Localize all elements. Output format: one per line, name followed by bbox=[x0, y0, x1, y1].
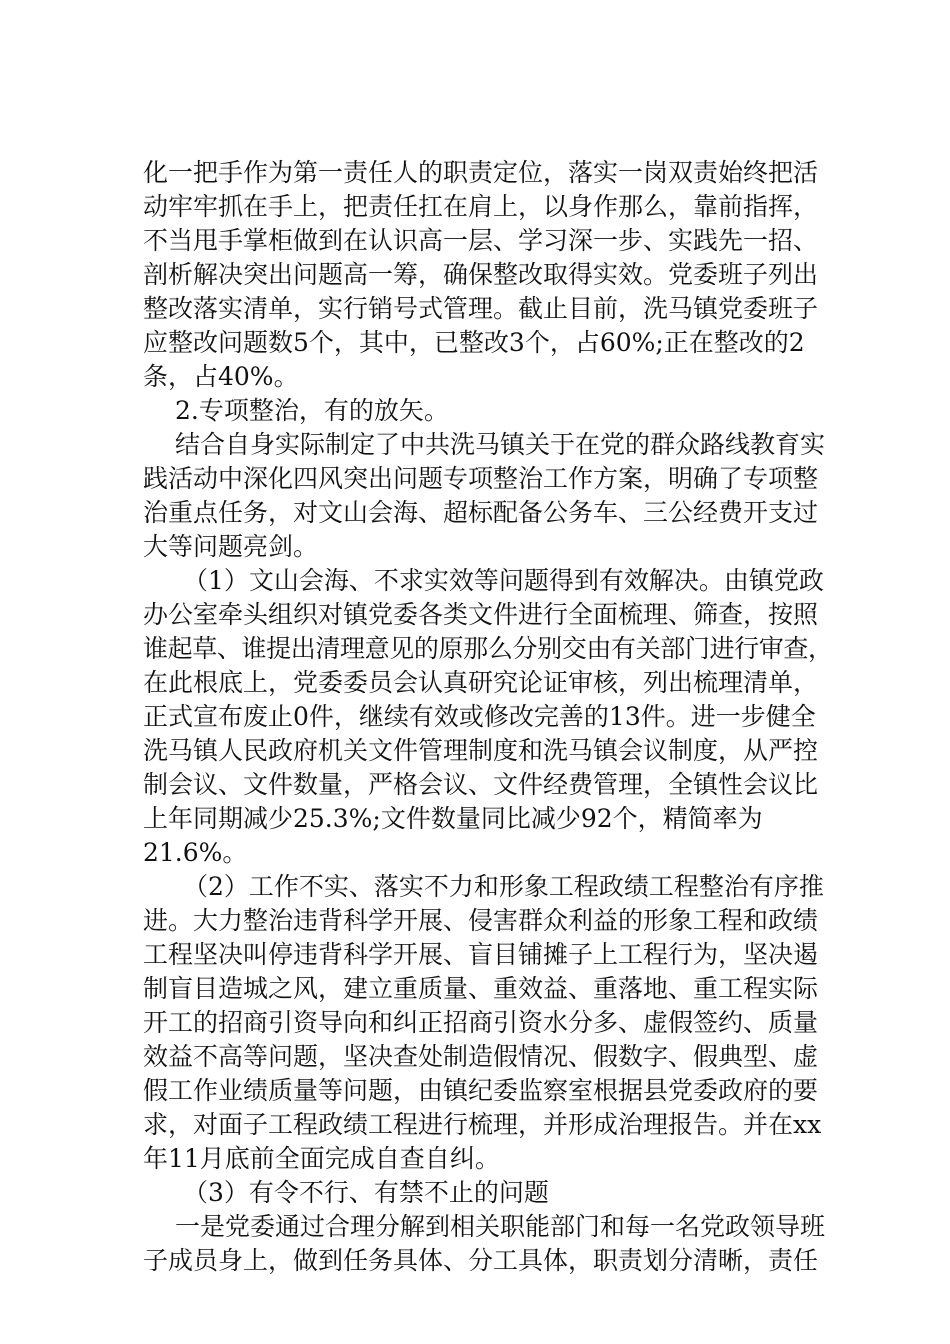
text-line: 子成员身上，做到任务具体、分工具体，职责划分清晰，责任 bbox=[143, 1246, 819, 1275]
text-line: 应整改问题数5个，其中，已整改3个，占60%;正在整改的2 bbox=[143, 328, 805, 357]
paragraph-p4 bbox=[143, 564, 833, 870]
paragraph-p1 bbox=[143, 156, 833, 394]
text-line: 洗马镇人民政府机关文件管理制度和洗马镇会议制度，从严控 bbox=[143, 736, 819, 765]
paragraph-p6 bbox=[143, 1176, 833, 1210]
paragraph-p3 bbox=[143, 428, 833, 564]
text-line: 整改落实清单，实行销号式管理。截止目前，洗马镇党委班子 bbox=[143, 294, 819, 323]
text-line: 21.6%。 bbox=[143, 838, 248, 867]
text-line: 制会议、文件数量，严格会议、文件经费管理，全镇性会议比 bbox=[143, 770, 819, 799]
text-line: 正式宣布废止0件，继续有效或修改完善的13件。进一步健全 bbox=[143, 702, 816, 731]
text-line: 假工作业绩质量等问题，由镇纪委监察室根据县党委政府的要 bbox=[143, 1076, 819, 1105]
text-line: 开工的招商引资导向和纠正招商引资水分多、虚假签约、质量 bbox=[143, 1008, 819, 1037]
document-body bbox=[143, 156, 833, 1278]
text-line: 上年同期减少25.3%;文件数量同比减少92个，精简率为 bbox=[143, 804, 763, 833]
text-line: 结合自身实际制定了中共洗马镇关于在党的群众路线教育实 bbox=[175, 430, 826, 459]
text-line: 工程坚决叫停违背科学开展、盲目铺摊子上工程行为，坚决遏 bbox=[143, 940, 819, 969]
paragraph-p5 bbox=[143, 870, 833, 1176]
text-line: （1）文山会海、不求实效等问题得到有效解决。由镇党政 bbox=[183, 566, 824, 595]
text-line: 年11月底前全面完成自查自纠。 bbox=[143, 1144, 500, 1173]
paragraph-p7 bbox=[143, 1210, 833, 1278]
text-line: （3）有令不行、有禁不止的问题 bbox=[183, 1178, 549, 1207]
text-line: 谁起草、谁提出清理意见的原那么分别交由有关部门进行审查， bbox=[143, 634, 833, 663]
text-line: 效益不高等问题，坚决查处制造假情况、假数字、假典型、虚 bbox=[143, 1042, 819, 1071]
text-line: 制盲目造城之风，建立重质量、重效益、重落地、重工程实际 bbox=[143, 974, 819, 1003]
text-line: 求，对面子工程政绩工程进行梳理，并形成治理报告。并在xx bbox=[143, 1110, 822, 1139]
text-line: 不当甩手掌柜做到在认识高一层、学习深一步、实践先一招、 bbox=[143, 226, 819, 255]
text-line: 化一把手作为第一责任人的职责定位，落实一岗双责始终把活 bbox=[143, 158, 819, 187]
text-line: 治重点任务，对文山会海、超标配备公务车、三公经费开支过 bbox=[143, 498, 819, 527]
text-line: （2）工作不实、落实不力和形象工程政绩工程整治有序推 bbox=[183, 872, 824, 901]
text-line: 在此根底上，党委委员会认真研究论证审核，列出梳理清单， bbox=[143, 668, 819, 697]
text-line: 进。大力整治违背科学开展、侵害群众利益的形象工程和政绩 bbox=[143, 906, 819, 935]
text-line: 条，占40%。 bbox=[143, 362, 299, 391]
paragraph-p2 bbox=[143, 394, 833, 428]
text-line: 践活动中深化四风突出问题专项整治工作方案，明确了专项整 bbox=[143, 464, 819, 493]
text-line: 剖析解决突出问题高一筹，确保整改取得实效。党委班子列出 bbox=[143, 260, 819, 289]
text-line: 2.专项整治，有的放矢。 bbox=[175, 396, 449, 425]
text-line: 办公室牵头组织对镇党委各类文件进行全面梳理、筛查，按照 bbox=[143, 600, 819, 629]
text-line: 一是党委通过合理分解到相关职能部门和每一名党政领导班 bbox=[175, 1212, 826, 1241]
text-line: 动牢牢抓在手上，把责任扛在肩上，以身作那么，靠前指挥， bbox=[143, 192, 819, 221]
text-line: 大等问题亮剑。 bbox=[143, 532, 319, 561]
